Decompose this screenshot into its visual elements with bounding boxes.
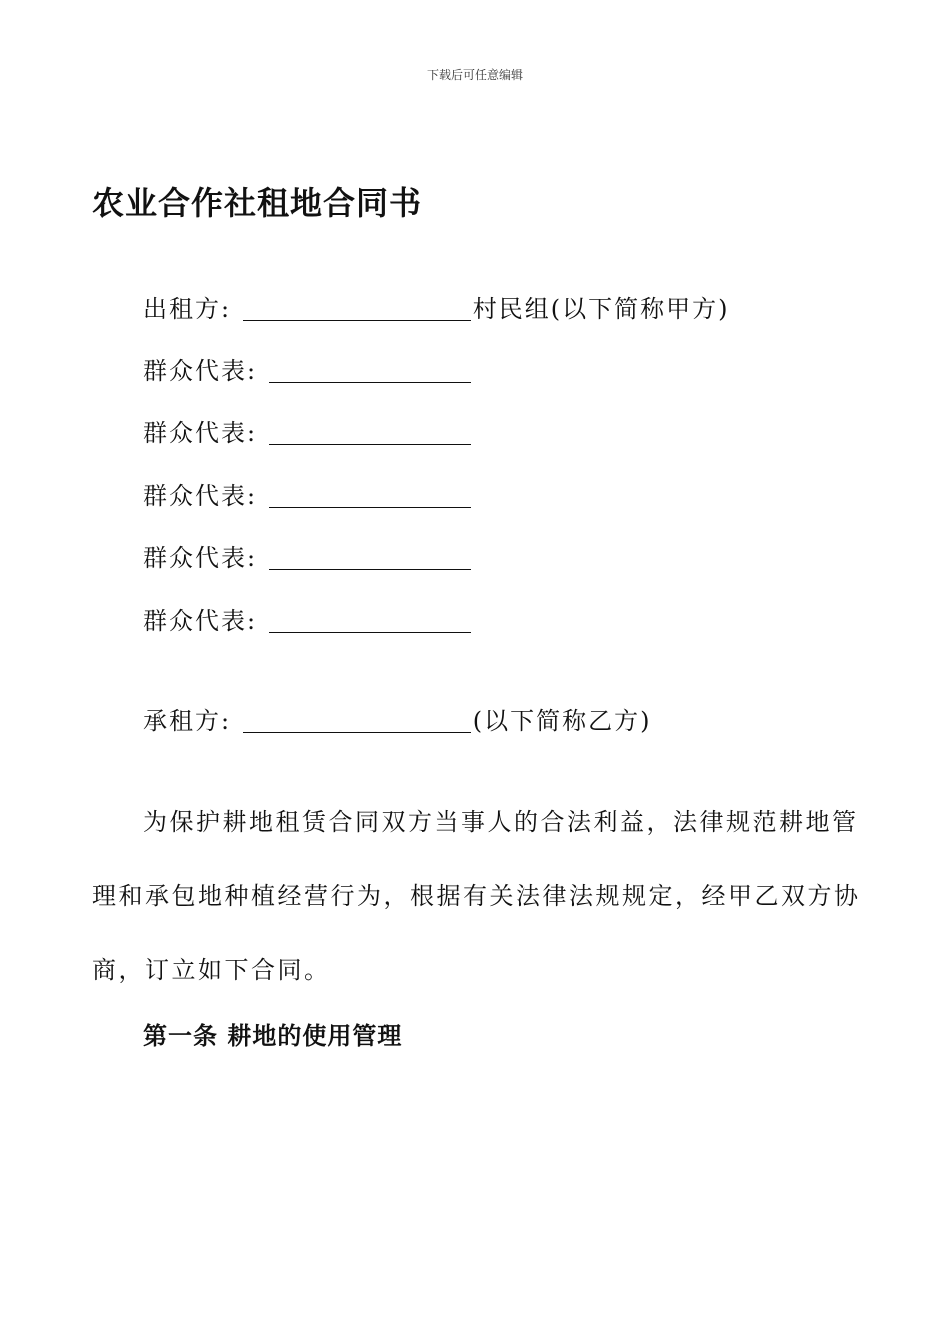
representative-line [143,605,473,637]
lessor-suffix: 村民组(以下简称甲方) [472,295,730,323]
lessor-blank[interactable] [243,294,471,321]
article-heading [143,1016,402,1051]
representative-blank[interactable] [269,418,471,445]
article-number: 第一条 [143,1022,218,1050]
representative-line [143,355,473,387]
representative-label: 群众代表: [143,607,258,635]
representative-label: 群众代表: [143,419,258,447]
representative-blank[interactable] [269,481,471,508]
representative-blank[interactable] [269,543,471,570]
representative-label: 群众代表: [143,357,258,385]
lessee-blank[interactable] [243,706,471,733]
representative-label: 群众代表: [143,544,258,572]
lessor-line [143,293,729,325]
lessee-label: 承租方: [143,707,232,735]
representative-label: 群众代表: [143,482,258,510]
lessor-label: 出租方: [143,295,232,323]
document-title: 农业合作社租地合同书 [92,184,423,222]
representative-line [143,542,473,574]
representative-blank[interactable] [269,356,471,383]
header-note: 下载后可任意编辑 [426,68,523,82]
article-title: 耕地的使用管理 [227,1022,403,1050]
lessee-line [143,705,651,737]
preamble-paragraph: 为保护耕地租赁合同双方当事人的合法利益，法律规范耕地管理和承包地种植经营行为，根据有关法律法规规定，经甲乙双方协商，订立如下合同。 [92,808,861,984]
representative-line [143,480,473,512]
representative-blank[interactable] [269,606,471,633]
lessee-suffix: (以下简称乙方) [472,707,652,735]
representative-line [143,417,473,449]
